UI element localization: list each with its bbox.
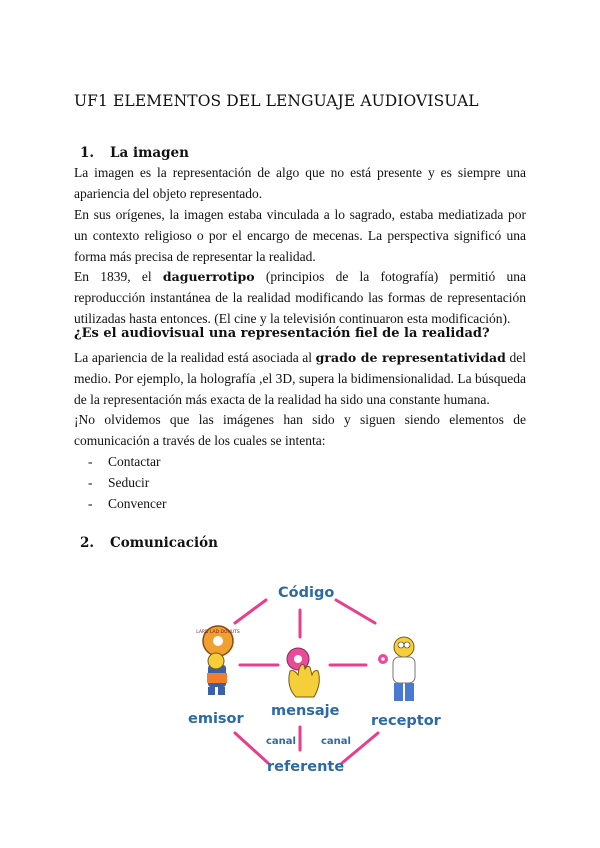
receptor-figure-icon	[378, 637, 415, 701]
label-referente: referente	[267, 759, 345, 775]
paragraph-definition: La imagen es la representación de algo que no está presente y es siempre una apariencia del objeto representado.	[74, 165, 526, 201]
label-emisor: emisor	[188, 711, 244, 727]
svg-text:LARD LAD DONUTS: LARD LAD DONUTS	[196, 630, 240, 635]
communication-diagram	[180, 575, 450, 785]
line-codigo-emisor	[235, 600, 266, 623]
paragraph-communication-goals: ¡No olvidemos que las imágenes han sido y siguen siendo elementos de comunicación a través de los cuales se intenta:	[74, 412, 526, 448]
paragraph-daguerrotipo: En 1839, el daguerrotipo (principios de la fotografía) permitió una reproducción instantánea de la realidad modificando las formas de representación utilizadas hasta entonces. (El cine y la televisión continuaron esta modificación).	[74, 269, 526, 326]
section-heading-imagen	[80, 145, 189, 161]
label-mensaje: mensaje	[271, 703, 340, 719]
diagram-lines	[180, 575, 450, 785]
label-codigo: Código	[278, 585, 335, 601]
emisor-figure-icon	[196, 626, 240, 695]
line-codigo-receptor	[336, 600, 375, 623]
paragraph-representatividad: La apariencia de la realidad está asociada al grado de representatividad del medio. Por ejemplo, la holografía ,el 3D, supera la bidimensionalidad. La búsqueda de la representación más exacta de la realidad ha sido una constante humana.	[74, 350, 526, 407]
line-emisor-referente	[235, 733, 268, 763]
list-item: - Seducir	[88, 475, 150, 490]
goals-list	[88, 451, 166, 514]
mensaje-donut-icon	[287, 648, 319, 697]
paragraph-origins: En sus orígenes, la imagen estaba vinculada a lo sagrado, estaba mediatizada por un contexto religioso o por el encargo de mecenas. La perspectiva significó una forma más precisa de representar la realidad.	[74, 207, 526, 264]
list-item: - Convencer	[88, 496, 167, 511]
bold-term-daguerrotipo: daguerrotipo	[162, 269, 255, 284]
label-canal-left: canal	[266, 736, 296, 747]
question-heading: ¿Es el audiovisual una representación fiel de la realidad?	[74, 326, 490, 341]
section-heading-comunicacion	[80, 535, 218, 551]
bold-term-representatividad: grado de representatividad	[315, 350, 506, 365]
list-item: - Contactar	[88, 454, 161, 469]
section-number: 1.	[80, 145, 95, 161]
label-receptor: receptor	[371, 713, 441, 729]
section-number: 2.	[80, 535, 95, 551]
document-title: UF1 ELEMENTOS DEL LENGUAJE AUDIOVISUAL	[74, 92, 479, 110]
section-title: Comunicación	[110, 535, 218, 551]
section-title: La imagen	[110, 145, 189, 161]
label-canal-right: canal	[321, 736, 351, 747]
